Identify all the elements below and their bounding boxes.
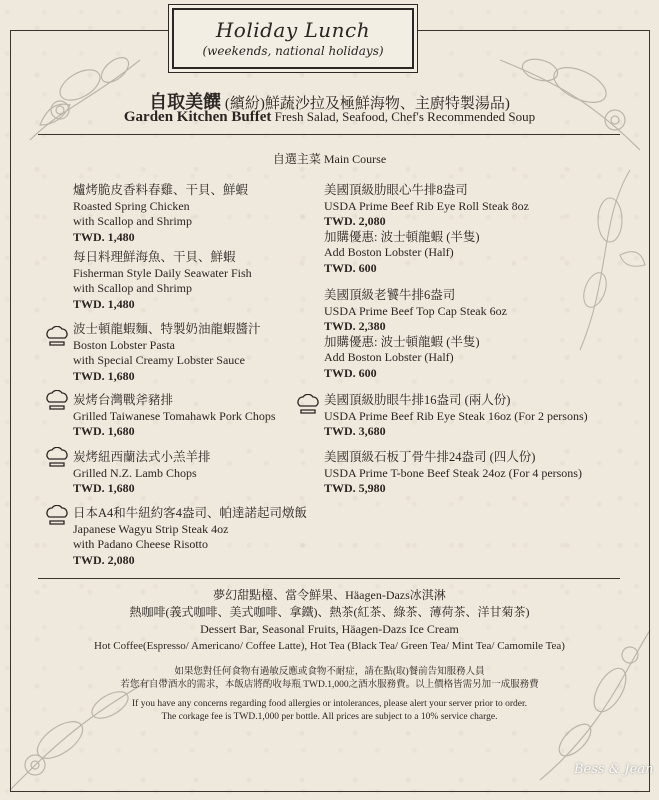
buffet-zh-title: 自取美饌: [149, 92, 222, 112]
note-en: If you have any concerns regarding food allergies or intolerances, please alert your server prior to order.: [132, 699, 527, 709]
item-zh: 美國頂級石板丁骨牛排24盎司 (四人份): [324, 450, 536, 464]
chef-hat-icon: [44, 326, 70, 346]
item-en: Boston Lobster Pasta: [73, 337, 175, 352]
item-price: TWD. 1,680: [73, 481, 135, 495]
item-en: with Special Creamy Lobster Sauce: [73, 353, 245, 367]
item-en: USDA Prime Beef Top Cap Steak 6oz: [324, 303, 507, 318]
item-zh: 美國頂級肋眼牛排16盎司 (兩人份): [324, 393, 511, 407]
menu-item: [324, 183, 529, 276]
addon-en: Add Boston Lobster (Half): [324, 350, 454, 364]
drinks-en: Hot Coffee(Espresso/ Americano/ Coffee Latte), Hot Tea (Black Tea/ Green Tea/ Mint Tea/ Camomile Tea): [94, 640, 565, 652]
chef-hat-icon: [44, 505, 70, 525]
item-en: Roasted Spring Chicken: [73, 198, 190, 213]
item-price: TWD. 2,380: [324, 319, 386, 333]
item-zh: 炭烤台灣戰斧豬排: [73, 393, 174, 407]
item-en: with Scallop and Shrimp: [73, 281, 192, 295]
addon-en: Add Boston Lobster (Half): [324, 245, 454, 259]
item-price: TWD. 2,080: [324, 214, 386, 228]
item-price: TWD. 3,680: [324, 424, 386, 438]
item-en: Japanese Wagyu Strip Steak 4oz: [73, 521, 229, 536]
item-en: Fisherman Style Daily Seawater Fish: [73, 265, 252, 280]
item-zh: 日本A4和牛紐約客4盎司、帕達諾起司燉飯: [73, 506, 308, 520]
item-zh: 美國頂級老饕牛排6盎司: [324, 288, 456, 302]
page-title: Holiday Lunch: [215, 18, 371, 42]
menu-item: [324, 393, 588, 440]
buffet-zh-desc: (繽紛)鮮蔬沙拉及極鮮海物、主廚特製湯品): [224, 96, 510, 112]
addon-zh: 加購優惠: 波士頓龍蝦 (半隻): [324, 334, 480, 349]
menu-item: [73, 183, 248, 245]
menu-item: [324, 450, 582, 497]
menu-item: [73, 506, 307, 568]
buffet-en-desc: Fresh Salad, Seafood, Chef's Recommended Soup: [274, 109, 536, 124]
item-zh: 波士頓龍蝦麵、特製奶油龍蝦醬汁: [73, 322, 261, 336]
chef-hat-icon: [44, 447, 70, 467]
menu-item: [73, 322, 261, 384]
item-en: USDA Prime Beef Rib Eye Roll Steak 8oz: [324, 198, 529, 213]
item-en: Grilled Taiwanese Tomahawk Pork Chops: [73, 408, 276, 423]
notes-section: [0, 666, 659, 724]
item-zh: 美國頂級肋眼心牛排8盎司: [324, 183, 468, 197]
item-en: with Padano Cheese Risotto: [73, 537, 208, 551]
item-en: USDA Prime Beef Rib Eye Steak 16oz (For 2 persons): [324, 408, 588, 423]
divider: [38, 134, 620, 135]
item-en: USDA Prime T-bone Beef Steak 24oz (For 4 persons): [324, 465, 582, 480]
menu-item: [324, 288, 507, 381]
item-price: TWD. 1,680: [73, 424, 135, 438]
item-price: TWD. 5,980: [324, 481, 386, 495]
item-price: TWD. 1,480: [73, 296, 135, 311]
item-price: TWD. 2,080: [73, 552, 135, 567]
note-zh: 若您有自帶酒水的需求，本飯店將酌收每瓶 TWD.1,000之酒水服務費。以上價格皆需另加一成服務費: [120, 680, 539, 690]
item-zh: 爐烤脆皮香料春雞、干貝、鮮蝦: [73, 183, 249, 197]
chef-hat-icon: [44, 390, 70, 410]
item-zh: 每日料理鮮海魚、干貝、鮮蝦: [73, 250, 236, 264]
note-zh: 如果您對任何食物有過敏反應或食物不耐症，請在點(取)餐前告知服務人員: [174, 667, 485, 677]
item-en: Grilled N.Z. Lamb Chops: [73, 465, 197, 480]
buffet-en-title: Garden Kitchen Buffet: [123, 109, 272, 125]
divider: [38, 578, 620, 579]
dessert-zh: 夢幻甜點檯、當令鮮果、Häagen-Dazs冰淇淋: [213, 588, 446, 602]
dessert-en: Dessert Bar, Seasonal Fruits, Häagen-Dazs Ice Cream: [200, 622, 459, 636]
addon-price: TWD. 600: [324, 365, 377, 380]
item-price: TWD. 1,680: [73, 368, 135, 383]
item-price: TWD. 1,480: [73, 229, 135, 244]
addon-zh: 加購優惠: 波士頓龍蝦 (半隻): [324, 229, 480, 244]
buffet-en-line: [0, 109, 659, 126]
main-course-heading: 自選主菜 Main Course: [272, 152, 387, 166]
note-en: The corkage fee is TWD.1,000 per bottle. All prices are subject to a 10% service charge.: [161, 712, 498, 722]
title-banner: [172, 8, 414, 69]
drinks-zh: 熱咖啡(義式咖啡、美式咖啡、拿鐵)、熱茶(紅茶、綠茶、薄荷茶、洋甘菊茶): [129, 605, 530, 619]
menu-item: [73, 450, 211, 497]
item-zh: 炭烤紐西蘭法式小羔羊排: [73, 450, 211, 464]
dessert-section: [0, 587, 659, 655]
page-subtitle: (weekends, national holidays): [202, 44, 384, 58]
chef-hat-icon: [295, 394, 321, 414]
watermark-signature: Bess & Jean: [574, 762, 654, 777]
addon-price: TWD. 600: [324, 260, 377, 275]
menu-item: [73, 393, 276, 440]
item-en: with Scallop and Shrimp: [73, 214, 192, 228]
menu-item: [73, 250, 252, 312]
